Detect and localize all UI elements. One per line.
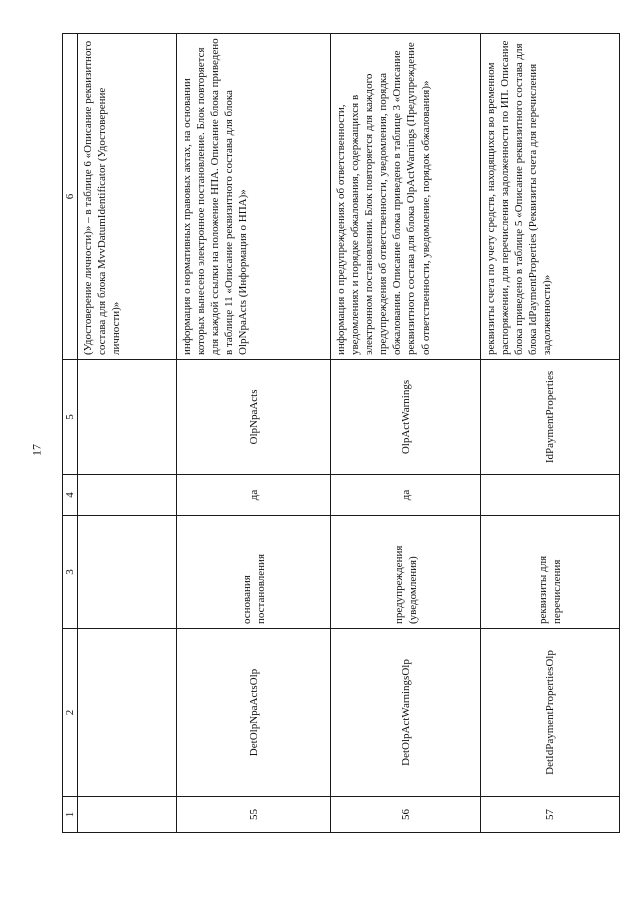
cell-num: 55 xyxy=(177,797,331,833)
cell-num-empty xyxy=(78,797,177,833)
header-cell-6: 6 xyxy=(63,34,78,360)
cell-description: информация о предупреждениях об ответственности, уведомлениях и порядке обжалования, содержащихся в электронном постановлении. Блок повторяется для каждого предупреждения об ответственности, уведомления, порядка обжалования. Описание блока приведено в таблице 3 «Описание реквизитного состава для блока OlpActWarnings (Предупреждение об ответственности, уведомление, порядок обжалования)» xyxy=(331,34,481,360)
cell-type: IdPaymentProperties xyxy=(481,360,620,475)
cell-name-empty xyxy=(78,516,177,629)
page-number: 17 xyxy=(29,444,44,456)
table-header-row xyxy=(63,34,78,833)
cell-type: OlpActWarnings xyxy=(331,360,481,475)
cell-num: 56 xyxy=(331,797,481,833)
attributes-table xyxy=(62,33,620,833)
header-cell-2: 2 xyxy=(63,629,78,797)
cell-required-empty xyxy=(78,475,177,516)
cell-element: DetOlpActWarningsOlp xyxy=(331,629,481,797)
cell-required xyxy=(481,475,620,516)
cell-description: реквизиты счета по учету средств, находящихся во временном распоряжении, для перечисления задолженности по ИП. Описание блока приведено в таблице 5 «Описание реквизитного состава для блока IdPaymentProperties (Реквизиты счета для перечисления задолженности)» xyxy=(481,34,620,360)
table-row xyxy=(177,34,331,833)
cell-description: (Удостоверение личности)» – в таблице 6 «Описание реквизитного состава для блока MvvDatumIdentificator (Удостоверение личности)» xyxy=(78,34,177,360)
cell-element: DetIdPaymentPropertiesOlp xyxy=(481,629,620,797)
cell-name: реквизиты для перечисления xyxy=(481,516,620,629)
cell-required: да xyxy=(331,475,481,516)
header-cell-4: 4 xyxy=(63,475,78,516)
cell-type-empty xyxy=(78,360,177,475)
table-row-continuation xyxy=(78,34,177,833)
cell-element-empty xyxy=(78,629,177,797)
table-row xyxy=(331,34,481,833)
cell-element: DetOlpNpaActsOlp xyxy=(177,629,331,797)
header-cell-3: 3 xyxy=(63,516,78,629)
cell-description: информация о нормативных правовых актах, на основании которых вынесено электронное постановление. Блок повторяется для каждой ссылки на положение НПА. Описание блока приведено в таблице 11 «Описание реквизитного состава для блока OlpNpaActs (Информация о НПА)» xyxy=(177,34,331,360)
cell-type: OlpNpaActs xyxy=(177,360,331,475)
rotated-table-container xyxy=(62,34,603,833)
cell-required: да xyxy=(177,475,331,516)
table-row xyxy=(481,34,620,833)
header-cell-5: 5 xyxy=(63,360,78,475)
cell-name: основания постановления xyxy=(177,516,331,629)
cell-name: предупреждения (уведомления) xyxy=(331,516,481,629)
header-cell-1: 1 xyxy=(63,797,78,833)
cell-num: 57 xyxy=(481,797,620,833)
